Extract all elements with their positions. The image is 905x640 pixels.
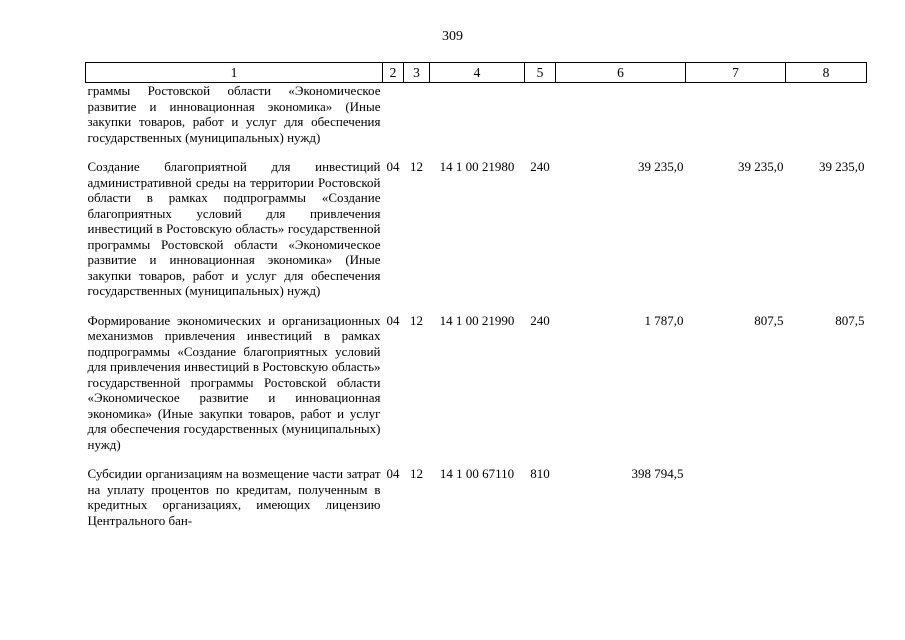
page-number: 309 <box>442 29 463 44</box>
row-expense-type: 810 <box>530 466 550 481</box>
row-amount-col7: 807,5 <box>754 312 784 328</box>
row-amount-col7 <box>686 83 786 146</box>
row-amount-col7: 39 235,0 <box>738 159 784 174</box>
row-section: 04 <box>386 159 400 174</box>
column-header: 3 <box>404 63 430 83</box>
row-amount-col6: 398 794,5 <box>631 466 684 481</box>
column-header: 1 <box>86 63 383 83</box>
row-target-article <box>430 83 525 146</box>
row-section: 04 <box>386 312 400 328</box>
row-amount-col6: 1 787,0 <box>644 312 684 328</box>
table-row <box>86 313 867 453</box>
row-section <box>383 83 404 146</box>
row-expense-type: 240 <box>530 159 550 174</box>
row-section: 04 <box>386 466 400 481</box>
row-spacer <box>86 299 867 313</box>
column-header: 6 <box>556 63 686 83</box>
row-spacer <box>86 452 867 466</box>
row-amount-col6 <box>556 83 686 146</box>
row-description: граммы Ростовской области «Экономическое развитие и инновационная экономика» (Иные закупки товаров, работ и услуг для обеспечения государственных (муниципальных) нужд) <box>87 83 381 145</box>
row-amount-col8: 807,5 <box>835 312 865 328</box>
row-spacer <box>86 145 867 159</box>
table-header-row <box>86 63 867 83</box>
column-header: 4 <box>430 63 525 83</box>
column-header: 8 <box>786 63 867 83</box>
table-row <box>86 83 867 146</box>
row-amount-col6: 39 235,0 <box>638 159 684 174</box>
budget-table <box>85 62 867 528</box>
column-header: 5 <box>525 63 556 83</box>
row-target-article: 14 1 00 67110 <box>439 466 515 481</box>
row-subsection: 12 <box>410 159 423 174</box>
row-subsection: 12 <box>410 312 423 328</box>
row-amount-col8 <box>786 83 867 146</box>
column-header: 7 <box>686 63 786 83</box>
row-description: Создание благоприятной для инвестиций административной среды на территории Ростовской области в рамках подпрограммы «Создание благоприятных условий для привлечения инвестиций в Ростовскую область» государственной программы Ростовской области «Экономическое развитие и инновационная экономика» (Иные закупки товаров, работ и услуг для обеспечения государственных (муниципальных) нужд) <box>87 159 381 298</box>
row-subsection: 12 <box>410 466 423 481</box>
table-row <box>86 466 867 528</box>
row-description: Формирование экономических и организационных механизмов привлечения инвестиций в рамках подпрограммы «Создание благоприятных условий для привлечения инвестиций в Ростовскую область» государственной программы Ростовской области «Экономическое развитие и инновационная экономика» (Иные закупки товаров, работ и услуг для обеспечения государственных (муниципальных) нужд) <box>87 312 381 452</box>
row-subsection <box>404 83 430 146</box>
row-description: Субсидии организациям на возмещение части затрат на уплату процентов по кредитам, полученным в кредитных организациях, имеющих лицензию Центрального бан- <box>87 466 381 528</box>
column-header: 2 <box>383 63 404 83</box>
row-amount-col8 <box>786 466 867 528</box>
row-amount-col8: 39 235,0 <box>819 159 865 174</box>
table-row <box>86 159 867 299</box>
row-target-article: 14 1 00 21990 <box>439 312 515 328</box>
row-target-article: 14 1 00 21980 <box>439 159 515 174</box>
row-expense-type: 240 <box>530 312 550 328</box>
row-expense-type <box>525 83 556 146</box>
row-amount-col7 <box>686 466 786 528</box>
